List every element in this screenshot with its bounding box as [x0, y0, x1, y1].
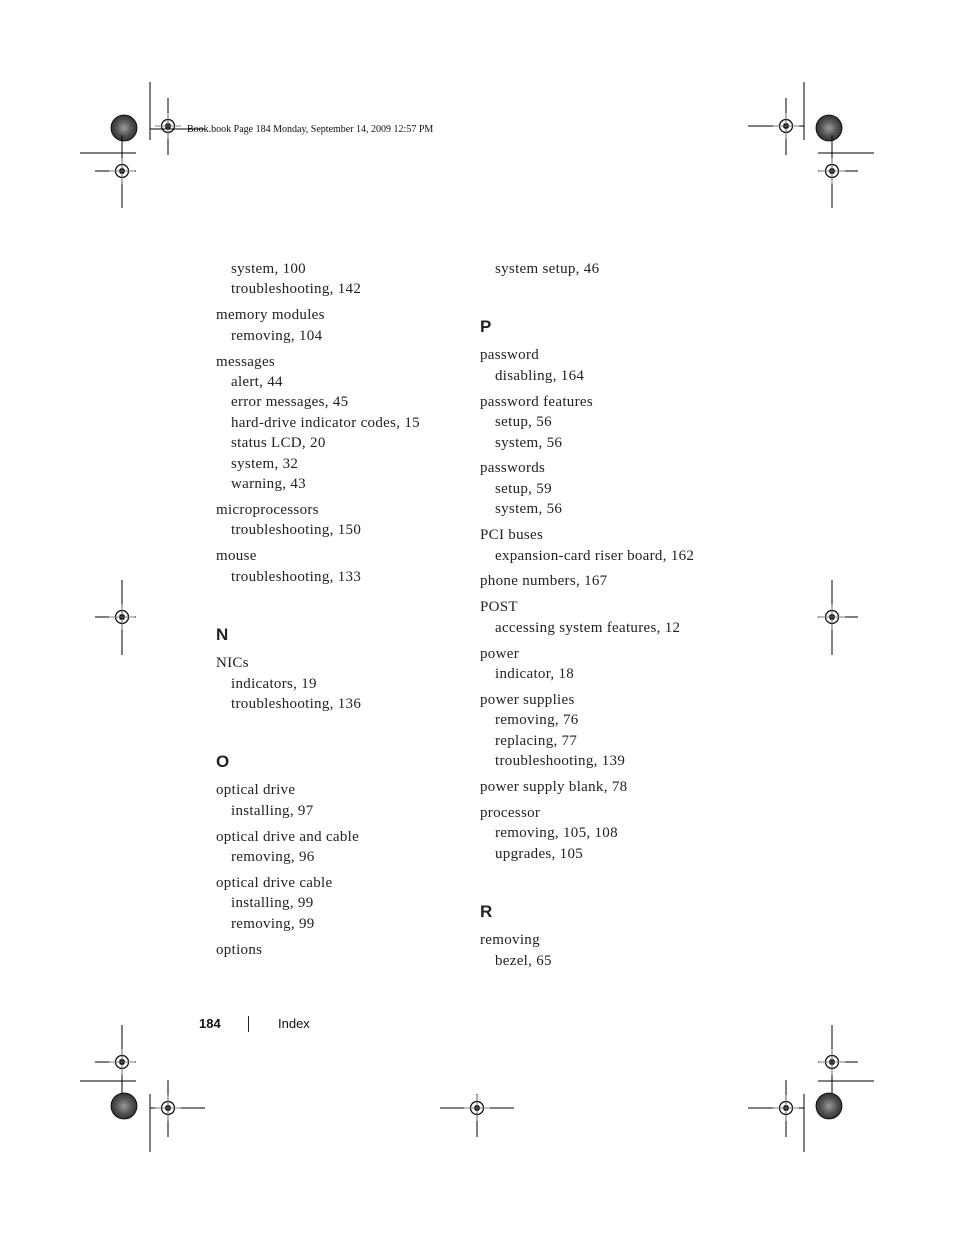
index-subentry: troubleshooting, 142	[231, 281, 362, 298]
index-term: password features	[480, 393, 593, 410]
index-subentry: removing, 99	[231, 915, 315, 932]
index-subentry: upgrades, 105	[495, 845, 584, 862]
index-term: optical drive	[216, 782, 296, 799]
index-subentry: bezel, 65	[495, 952, 552, 969]
index-letter-heading: R	[480, 902, 493, 922]
registration-mark-icon	[773, 113, 799, 139]
index-subentry: installing, 99	[231, 895, 314, 912]
index-letter-heading: O	[216, 752, 230, 772]
index-term: microprocessors	[216, 501, 319, 518]
index-term: phone numbers, 167	[480, 573, 608, 590]
registration-mark-icon	[819, 158, 845, 184]
index-subentry: troubleshooting, 139	[495, 753, 626, 770]
index-subentry: disabling, 164	[495, 367, 585, 384]
page-number: 184	[199, 1016, 221, 1031]
registration-mark-icon	[109, 604, 135, 630]
index-subentry: removing, 76	[495, 712, 579, 729]
index-subentry: alert, 44	[231, 374, 283, 391]
index-term: memory modules	[216, 307, 325, 324]
registration-mark-icon	[109, 1049, 135, 1075]
color-dial-icon	[111, 1093, 137, 1119]
index-subentry: error messages, 45	[231, 394, 349, 411]
index-letter-heading: P	[480, 317, 492, 337]
index-subentry: indicator, 18	[495, 666, 575, 683]
color-dial-icon	[816, 115, 842, 141]
index-term: power	[480, 645, 519, 662]
index-subentry: setup, 59	[495, 480, 552, 497]
index-term: PCI buses	[480, 527, 544, 544]
index-subentry: troubleshooting, 133	[231, 568, 362, 585]
index-subentry: accessing system features, 12	[495, 619, 681, 636]
registration-mark-icon	[819, 604, 845, 630]
registration-mark-icon	[464, 1095, 490, 1121]
index-term: NICs	[216, 655, 249, 672]
index-subentry: expansion-card riser board, 162	[495, 547, 695, 564]
print-header: Book.book Page 184 Monday, September 14, 2009 12:57 PM	[187, 124, 434, 135]
color-dial-icon	[816, 1093, 842, 1119]
index-term: power supplies	[480, 692, 575, 708]
index-term: passwords	[480, 460, 546, 477]
index-term: mouse	[216, 548, 257, 565]
index-term: POST	[480, 599, 518, 616]
index-subentry: replacing, 77	[495, 732, 578, 749]
color-dial-icon	[111, 115, 137, 141]
index-term: optical drive and cable	[216, 828, 360, 845]
index-subentry: removing, 104	[231, 327, 323, 344]
index-subentry: system, 56	[495, 434, 563, 451]
index-subentry: system setup, 46	[495, 261, 600, 277]
index-term: options	[216, 941, 263, 958]
index-subentry: troubleshooting, 136	[231, 695, 362, 712]
registration-mark-icon	[819, 1049, 845, 1075]
registration-mark-icon	[773, 1095, 799, 1121]
index-subentry: installing, 97	[231, 802, 314, 819]
index-term: removing	[480, 932, 540, 949]
index-subentry: status LCD, 20	[231, 435, 326, 452]
index-subentry: hard-drive indicator codes, 15	[231, 414, 420, 431]
index-letter-heading: N	[216, 625, 229, 645]
index-subentry: system, 100	[231, 261, 306, 277]
index-subentry: troubleshooting, 150	[231, 522, 362, 539]
index-term: password	[480, 347, 540, 364]
index-subentry: warning, 43	[231, 476, 306, 493]
index-subentry: removing, 96	[231, 849, 315, 866]
index-subentry: setup, 56	[495, 414, 552, 431]
index-term: power supply blank, 78	[480, 779, 628, 796]
footer-section-label: Index	[278, 1016, 310, 1031]
index-term: optical drive cable	[216, 874, 333, 891]
index-subentry: removing, 105, 108	[495, 825, 618, 842]
index-subentry: indicators, 19	[231, 675, 317, 692]
registration-mark-icon	[155, 113, 181, 139]
index-term: messages	[216, 353, 276, 370]
index-subentry: system, 32	[231, 455, 299, 472]
registration-mark-icon	[155, 1095, 181, 1121]
index-term: processor	[480, 805, 541, 822]
registration-mark-icon	[109, 158, 135, 184]
index-subentry: system, 56	[495, 501, 563, 518]
